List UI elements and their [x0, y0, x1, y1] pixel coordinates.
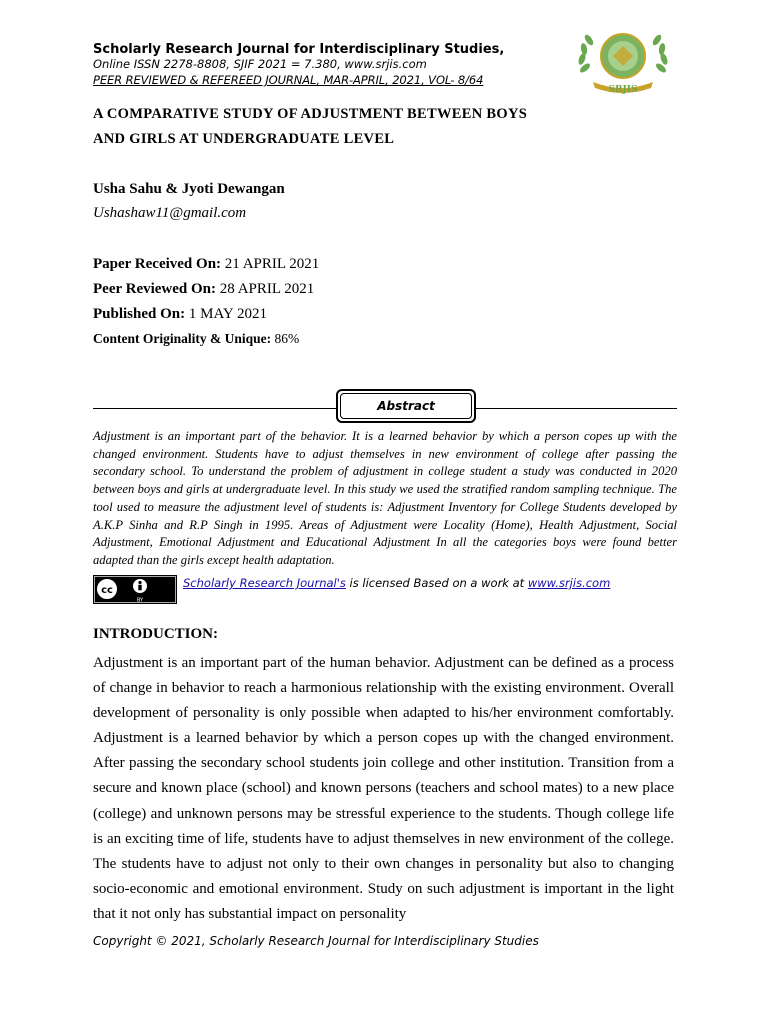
- srjis-link[interactable]: www.srjis.com: [527, 576, 611, 590]
- introduction-heading: INTRODUCTION:: [93, 626, 219, 642]
- paper-title-line-2: AND GIRLS AT UNDERGRADUATE LEVEL: [93, 131, 395, 147]
- issn-line: Online ISSN 2278-8808, SJIF 2021 = 7.380, www.srjis.com: [93, 57, 427, 71]
- journal-link[interactable]: Scholarly Research Journal's: [183, 576, 346, 590]
- by-label: BY: [136, 597, 144, 604]
- abstract-heading-box: [336, 389, 476, 423]
- paper-title-line-1: A COMPARATIVE STUDY OF ADJUSTMENT BETWEEN BOYS: [93, 106, 528, 122]
- logo-text: SRJIS: [608, 85, 638, 95]
- authors: Usha Sahu & Jyoti Dewangan: [93, 181, 285, 197]
- cc-by-license-icon[interactable]: [93, 575, 177, 604]
- license-statement: Scholarly Research Journal's is licensed Based on a work at www.srjis.com: [183, 576, 611, 590]
- originality-score: Content Originality & Unique: 86%: [93, 331, 300, 346]
- abstract-text: Adjustment is an important part of the behavior. It is a learned behavior by which a person copes up with the changed environment. Students have to adjust themselves in new environment of college after passing the secondary school. To understand the problem of adjustment in college student a study was conducted in 2020 between boys and girls at undergraduate level. In this study we used the stratified random sampling technique. The tool used to measure the adjustment level of students is: Adjustment Inventory for College Students developed by A.K.P Sinha and R.P Singh in 1995. Areas of Adjustment were Locality (Home), Health Adjustment, Social Adjustment, Emotional Adjustment and Educational Adjustment In all the categories boys were found better adapted than the girls except health adaptation.: [93, 429, 677, 567]
- abstract-heading: Abstract: [340, 393, 472, 419]
- author-email: Ushashaw11@gmail.com: [93, 205, 247, 221]
- published-date: Published On: 1 MAY 2021: [93, 306, 267, 322]
- journal-name: Scholarly Research Journal for Interdisciplinary Studies,: [93, 42, 505, 57]
- review-line: PEER REVIEWED & REFEREED JOURNAL, MAR-APRIL, 2021, VOL- 8/64: [93, 73, 484, 87]
- journal-logo: [573, 28, 673, 96]
- introduction-text: Adjustment is an important part of the human behavior. Adjustment can be defined as a process of change in behavior to reach a harmonious relationship with the existing environment. Overall development of personality is only possible when adapted to his/her environment comfortably. Adjustment is a learned behavior by which a person copes up with the changed environment. After passing the secondary school students join college and other institution. Transition from a secure and known place (school) and known persons (teachers and school mates) to a new place (college) and unknown persons may be stressful experience to the students. Though college life is an exciting time of life, students have to adjust themselves in new environment of the college. The students have to adjust not only to their own changes in personality but also to changing socio-economic and emotional environment. Study on such adjustment is important in the light that it not only has substantial impact on personality: [93, 655, 674, 922]
- cc-label: cc: [101, 585, 113, 596]
- copyright-footer: Copyright © 2021, Scholarly Research Journal for Interdisciplinary Studies: [93, 934, 539, 948]
- reviewed-date: Peer Reviewed On: 28 APRIL 2021: [93, 281, 315, 297]
- received-date: Paper Received On: 21 APRIL 2021: [93, 256, 320, 272]
